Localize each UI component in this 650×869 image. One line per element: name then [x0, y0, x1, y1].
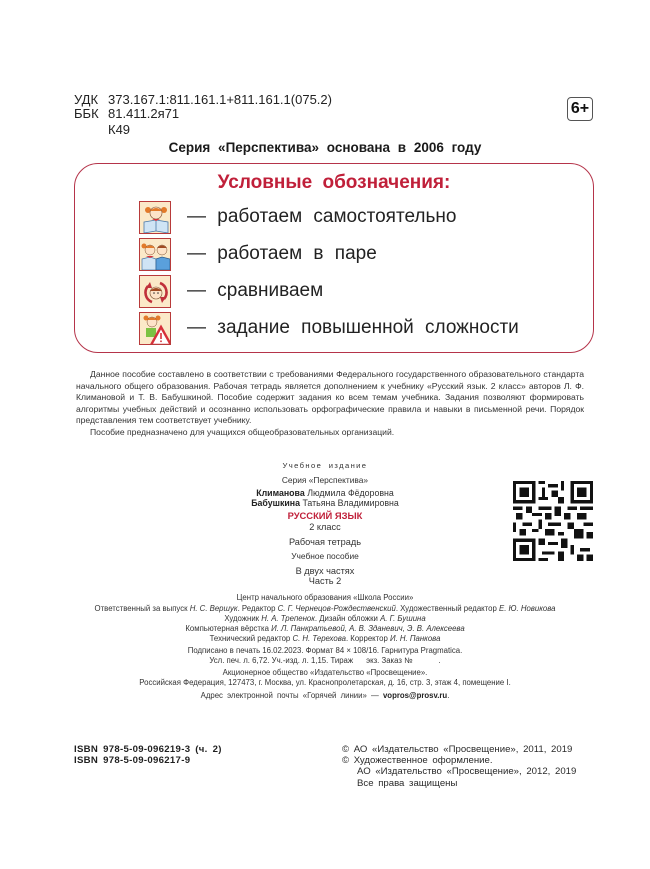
hotline-email[interactable]: vopros@prosv.ru [382, 691, 448, 700]
staff-sep: . [345, 634, 351, 643]
print-signed: Подписано в печать 16.02.2023. Формат 84 × 108/16. Гарнитура Pragmatica. [187, 646, 463, 655]
catalog-codes [74, 93, 332, 137]
udk-value: 373.167.1:811.161.1+811.161.1(075.2) [108, 92, 332, 107]
staff-role: Художественный редактор [400, 604, 497, 613]
description [76, 369, 584, 439]
legend-box [74, 163, 594, 353]
staff-role: Корректор [350, 634, 388, 643]
copyright-block [342, 744, 576, 789]
isbn-set: ISBN 978-5-09-096217-9 [74, 755, 191, 767]
staff-role: Технический редактор [209, 634, 291, 643]
staff-role: Редактор [241, 604, 276, 613]
grade: 2 класс [309, 522, 341, 532]
hotline [0, 691, 650, 702]
author-mark: К49 [108, 122, 131, 137]
legend-text: — работаем в паре [187, 243, 377, 264]
staff-person: А. Г. Бушина [380, 614, 426, 623]
legend-item-pair [139, 237, 377, 271]
staff-role: Дизайн обложки [319, 614, 378, 623]
series-founded-line: Серия «Перспектива» основана в 2006 году [168, 140, 482, 155]
staff-person: И. Л. Панкратьевой, А. В. Зданевич, Э. В. Алексеева [271, 624, 465, 633]
description-paragraph: Данное пособие составлено в соответствии с требованиями Федерального государственного образовательного стандарта начального общего образования. Рабочая тетрадь является дополнением к учебнику «Русский язык. 2 класс» авторов Л. Ф. Климановой и Т. В. Бабушкиной. Пособие содержит задания ко всем темам учебника. Задания позволяют формировать алгоритмы учебных действий и осознанно использовать орфографические правила и навыки в письменной речи. Порядок представления тем соответствует учебнику. [76, 369, 584, 426]
book-title: РУССКИЙ ЯЗЫК [287, 510, 363, 521]
staff-line-4 [0, 634, 650, 645]
staff-sep: . [314, 614, 320, 623]
author-name: Людмила Фёдоровна [307, 488, 394, 498]
author-name: Татьяна Владимировна [302, 498, 399, 508]
udk-row [74, 93, 332, 107]
qr-code [513, 481, 593, 561]
education-center: Центр начального образования «Школа России» [236, 593, 414, 602]
hotline-end: . [447, 691, 450, 700]
series-name: Серия «Перспектива» [281, 475, 369, 485]
compare-cycle-icon [139, 275, 171, 308]
part-number: Часть 2 [308, 576, 342, 586]
staff-person: Н. А. Трепенок [261, 614, 315, 623]
print-sheets: Усл. печ. л. 6,72. Уч.-изд. л. 1,15. Тираж экз. Заказ № . [209, 656, 441, 665]
book-type: Рабочая тетрадь [288, 537, 361, 547]
isbn-block [74, 744, 222, 766]
legend-text: — работаем самостоятельно [187, 206, 457, 227]
author-surname: Бабушкина [251, 498, 300, 508]
staff-role: Компьютерная вёрстка [185, 624, 269, 633]
copyright-line: © Художественное оформление. [342, 755, 493, 767]
hotline-label: Адрес электронной почты «Горячей линии» — [200, 691, 383, 700]
publisher: Акционерное общество «Издательство «Просвещение». [222, 668, 428, 677]
staff-person: Н. С. Вершук [189, 604, 238, 613]
staff-line-1 [0, 604, 650, 615]
copyright-line: АО «Издательство «Просвещение», 2012, 2019 [357, 766, 577, 778]
isbn-part: ISBN 978-5-09-096219-3 (ч. 2) [74, 744, 222, 755]
staff-line-3 [0, 624, 650, 635]
staff-line-2 [0, 614, 650, 625]
staff-person: Е. Ю. Новикова [499, 604, 556, 613]
udk-label: УДК [74, 92, 99, 107]
age-rating-badge: 6+ [567, 97, 593, 121]
legend-item-advanced [139, 311, 519, 345]
bbk-label: ББК [74, 106, 99, 121]
staff-sep: . [237, 604, 242, 613]
legend-text: — сравниваем [187, 280, 324, 301]
legend-text: — задание повышенной сложности [187, 317, 519, 338]
address: Российская Федерация, 127473, г. Москва, ул. Краснопролетарская, д. 16, стр. 3, этаж 4, помещение I. [139, 678, 511, 687]
staff-role: Ответственный за выпуск [94, 604, 188, 613]
warning-girl-icon [139, 312, 171, 345]
legend-item-compare [139, 274, 323, 308]
copyright-line: © АО «Издательство «Просвещение», 2011, 2019 [342, 744, 573, 755]
staff-role: Художник [224, 614, 260, 623]
legend-item-independent [139, 200, 456, 234]
legend-title: Условные обозначения: [217, 172, 451, 193]
pair-reading-icon [139, 238, 171, 271]
staff-sep: . [395, 604, 401, 613]
rights-reserved: Все права защищены [357, 777, 458, 789]
edition-type: Учебное издание [282, 461, 368, 470]
bbk-row [74, 107, 332, 121]
bbk-value: 81.411.2я71 [108, 106, 180, 121]
staff-person: С. Г. Чернецов-Рождественский [277, 604, 396, 613]
description-paragraph: Пособие предназначено для учащихся общеобразовательных организаций. [90, 426, 395, 437]
purpose: Учебное пособие [291, 551, 359, 561]
author-surname: Климанова [256, 488, 305, 498]
parts: В двух частях [295, 566, 355, 576]
staff-person: С. Н. Терехова [292, 634, 346, 643]
girl-reading-icon [139, 201, 171, 234]
staff-person: И. Н. Панкова [390, 634, 441, 643]
